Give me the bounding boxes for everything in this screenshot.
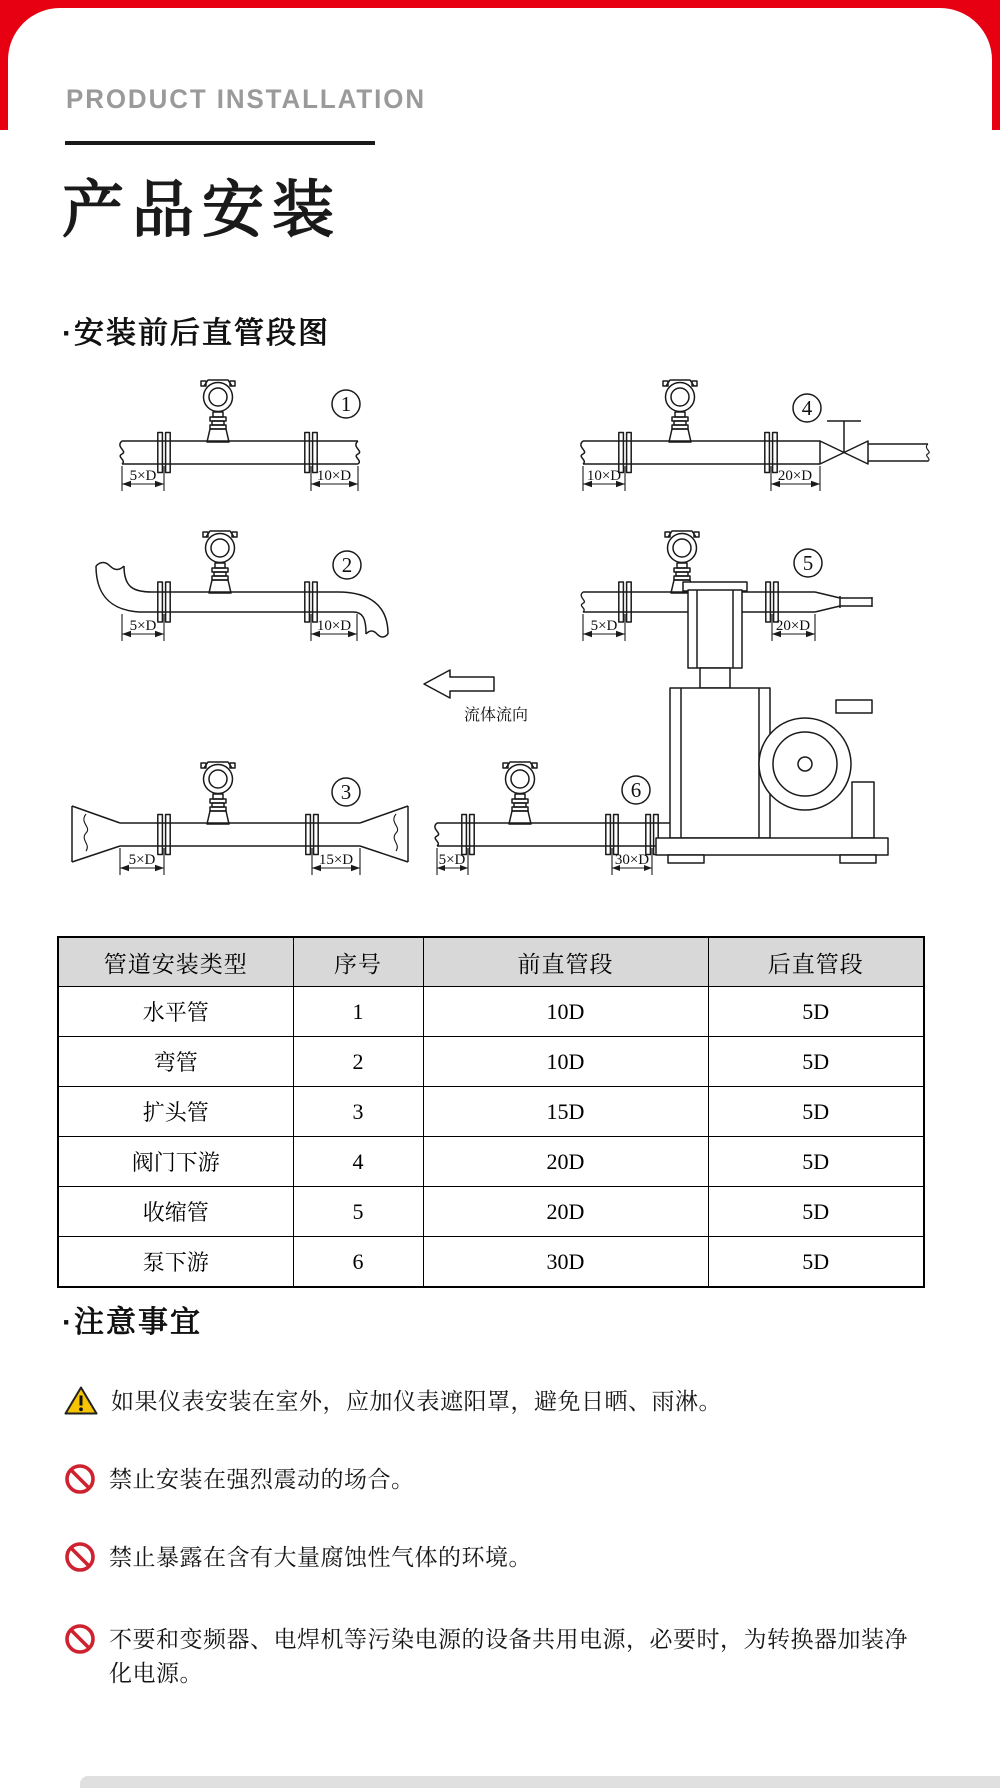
col-downstream: 后直管段 [708,937,924,987]
table-row [58,1187,924,1237]
dimension-label: 15×D [318,852,354,868]
no-sign-icon [64,1623,96,1655]
title-underline [65,141,375,145]
installation-diagrams [0,330,1000,890]
flow-direction-label: 流体流向 [463,707,529,724]
eyebrow-heading: PRODUCT INSTALLATION [66,84,426,114]
cell-pipe-type: 弯管 [58,1037,293,1087]
cell-downstream: 5D [708,987,924,1037]
next-section-divider [80,1776,1000,1788]
content-card [8,8,992,1788]
note-text: 禁止安装在强烈震动的场合。 [109,1466,415,1492]
flow-direction [424,670,528,724]
pipe-break-icon [120,441,124,464]
flowmeter-icon [503,762,537,824]
flow-arrow-icon [424,670,494,698]
cell-index: 6 [293,1237,423,1288]
cell-index: 1 [293,987,423,1037]
diagram-2-elbow-pipe [96,531,388,641]
cell-upstream: 15D [423,1087,708,1137]
col-pipe-type: 管道安装类型 [58,937,293,987]
page-title: 产品安装 [62,176,343,245]
dimension-label: 5×D [129,468,157,484]
diagram-number: 2 [341,553,353,577]
note-text: 不要和变频器、电焊机等污染电源的设备共用电源，必要时，为转换器加装净化电源。 [109,1626,908,1686]
cell-upstream: 10D [423,987,708,1037]
diagram-number: 3 [340,780,352,804]
table-row [58,1237,924,1288]
dimension-label: 10×D [316,468,352,484]
cell-downstream: 5D [708,1037,924,1087]
valve-icon [820,441,844,464]
no-sign-icon [64,1463,96,1495]
notes-section-heading: ·注意事宜 [62,1306,202,1339]
table-row [58,1137,924,1187]
pipe-break-icon [581,441,585,464]
dimension-label: 10×D [316,618,352,634]
dimension-label: 20×D [775,618,811,634]
cell-index: 3 [293,1087,423,1137]
table-row [58,1087,924,1137]
pipe-break-icon [926,444,929,461]
diagram-6-pump-downstream [435,582,888,875]
cell-pipe-type: 阀门下游 [58,1137,293,1187]
flowmeter-icon [663,380,697,442]
dimension-label: 10×D [586,468,622,484]
cell-upstream: 20D [423,1137,708,1187]
cell-downstream: 5D [708,1237,924,1288]
dimension-label: 5×D [129,618,157,634]
cell-pipe-type: 水平管 [58,987,293,1037]
note-no-vibration [64,1462,934,1496]
cell-pipe-type: 收缩管 [58,1187,293,1237]
dimension-label: 5×D [128,852,156,868]
table-header-row [58,937,924,987]
dimension-label: 20×D [777,468,813,484]
diagram-number: 6 [630,778,642,802]
cell-downstream: 5D [708,1087,924,1137]
cell-downstream: 5D [708,1187,924,1237]
cell-index: 5 [293,1187,423,1237]
diagram-3-expander-pipe [72,762,408,875]
pipe-break-icon [356,441,360,464]
table-row [58,1037,924,1087]
cell-downstream: 5D [708,1137,924,1187]
warning-triangle-icon [64,1385,98,1416]
note-text: 禁止暴露在含有大量腐蚀性气体的环境。 [109,1544,532,1570]
flowmeter-icon [201,380,235,442]
cell-pipe-type: 泵下游 [58,1237,293,1288]
note-power-supply [64,1622,934,1690]
cell-upstream: 20D [423,1187,708,1237]
diagram-number: 4 [801,396,813,420]
flowmeter-icon [203,531,237,593]
pipe-break-icon [581,592,584,612]
cell-index: 4 [293,1137,423,1187]
dimension-label: 5×D [590,618,618,634]
diagram-number: 5 [802,551,814,575]
diagram-4-valve-downstream [581,380,929,491]
cell-pipe-type: 扩头管 [58,1087,293,1137]
note-text: 如果仪表安装在室外，应加仪表遮阳罩，避免日晒、雨淋。 [111,1388,722,1414]
note-sunshade [64,1384,934,1418]
note-no-corrosive-gas [64,1540,934,1574]
diagram-number: 1 [340,392,352,416]
pipe-break-icon [435,823,439,846]
dimension-label: 5×D [438,852,466,868]
flowmeter-icon [201,762,235,824]
cell-index: 2 [293,1037,423,1087]
diagram-section-heading: ·安装前后直管段图 [62,317,330,350]
reducer-icon [815,592,840,598]
straight-run-table [57,936,925,1288]
cell-upstream: 10D [423,1037,708,1087]
table-row [58,987,924,1037]
col-upstream: 前直管段 [423,937,708,987]
cell-upstream: 30D [423,1237,708,1288]
col-index: 序号 [293,937,423,987]
diagram-1-horizontal-pipe [120,380,360,491]
no-sign-icon [64,1541,96,1573]
dimension-label: 30×D [614,852,650,868]
valve-icon [844,441,868,464]
